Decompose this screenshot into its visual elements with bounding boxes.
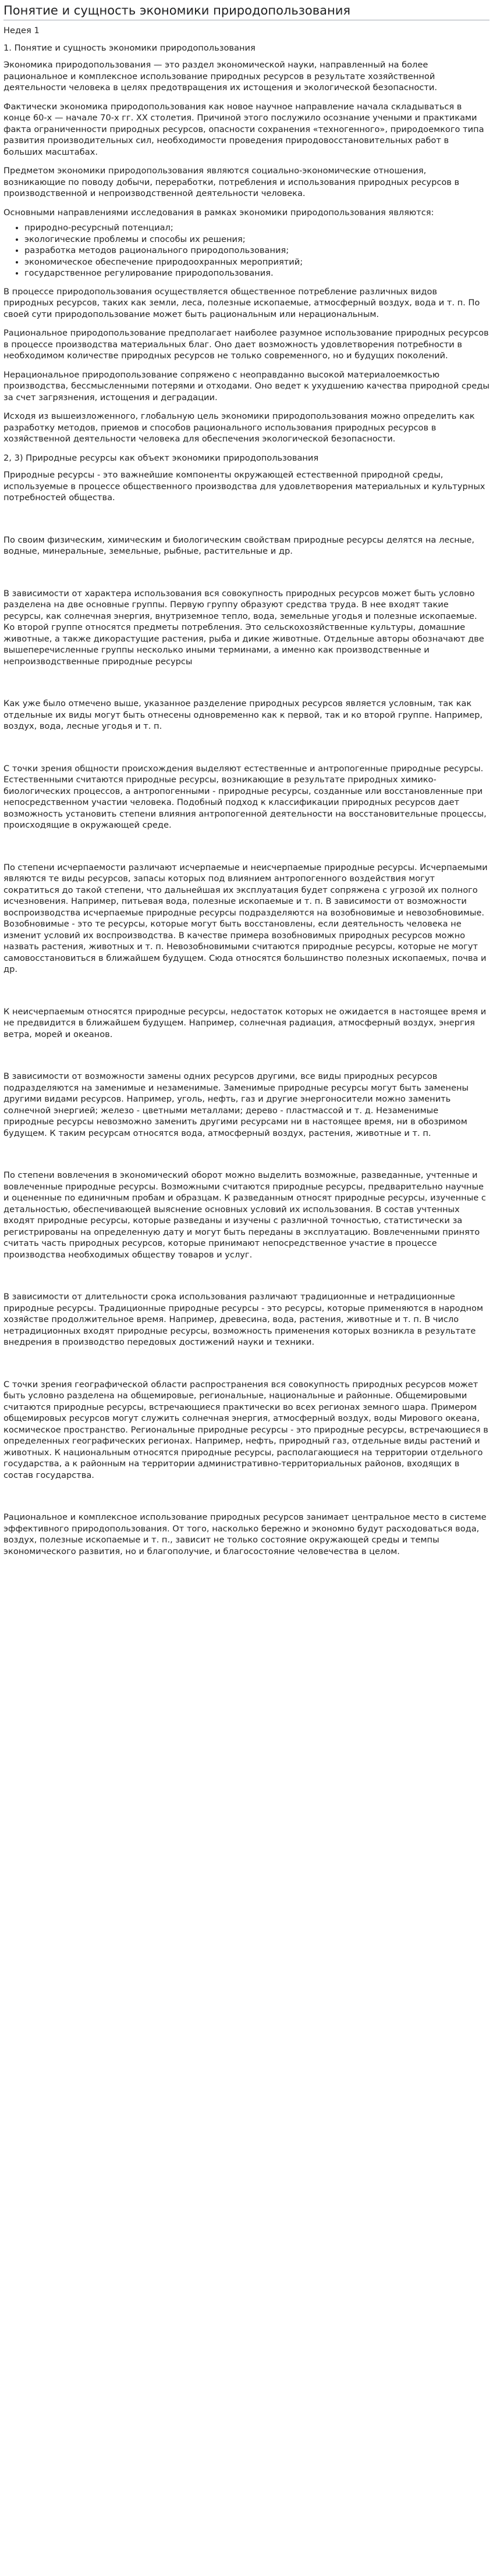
blank-space — [3, 1488, 490, 1512]
paragraph: Рациональное природопользование предполагает наиболее разумное использование природных ресурсов в процессе производства материальных благ. Оно дает возможность удовлетворения потребности в необходимом количестве природных ресурсов не только современного, но и будущих поколений. — [3, 328, 489, 361]
paragraph: Предметом экономики природопользования являются социально-экономические отношения, возникающие по поводу добычи, переработки, потребления и использования природных ресурсов в производственной и непроизводственной деятельности человека. — [3, 166, 460, 198]
list-item: • экологические проблемы и способы их решения; — [24, 234, 490, 245]
paragraph: С точки зрения географической области распространения вся совокупность природных ресурсов может быть условно разделена на общемировые, региональные, национальные и районные. Общемировыми считаются природные ресурсы, встречающиеся практически во всех регионах земного шара. Примером общемировых ресурсов могут служить солнечная энергия, атмосферный воздух, воды Мирового океана, космическое пространство. Региональные природные ресурсы - это природные ресурсы, встречающиеся в определенных географических регионах. Например, нефть, природный газ, отдельные виды растений и животных. К национальным относятся природные ресурсы, располагающиеся на территории отдельного государства, а к районным на территории административно-территориальных районов, входящих в состав государства. — [3, 1379, 488, 1480]
paragraph: Рациональное и комплексное использование природных ресурсов занимает центральное место в системе эффективного природопользования. От того, насколько бережно и экономно будут расходоваться вода, воздух, полезные ископаемые и т. п., зависит не только состояние окружающей среды и темпы экономического развития, но и благополучие, и благосостояние человечества в целом. — [3, 1512, 487, 1556]
blank-space — [3, 511, 490, 535]
paragraph: В зависимости от возможности замены одних ресурсов другими, все виды природных ресурсов подразделяются на заменимые и незаменимые. Заменимые природные ресурсы могут быть заменены другими видами ресурсов. Например, уголь, нефть, газ и другие энергоносители можно заменить солнечной энергией; железо - цветными металлами; дерево - пластмассой и т. д. Незаменимые природные ресурсы невозможно заменить другими ресурсами ни в настоящее время, ни в обозримом будущем. К таким ресурсам относятся вода, атмосферный воздух, растения, животные и т. п. — [3, 1071, 469, 1138]
list-item: • природно-ресурсный потенциал; — [24, 222, 490, 234]
blank-space — [3, 565, 490, 588]
section-heading-2: 2, 3) Природные ресурсы как объект экономики природопользования — [3, 453, 319, 463]
paragraph: Основными направлениями исследования в рамках экономики природопользования являются: — [3, 207, 434, 218]
week-label: Недея 1 — [3, 26, 40, 35]
paragraph: По степени исчерпаемости различают исчерпаемые и неисчерпаемые природные ресурсы. Исчерпаемыми являются те виды ресурсов, запасы которых под влиянием антропогенного воздействия могут сократиться до такой степени, что дальнейшая их эксплуатация будет сопряжена с угрозой их полного исчезновения. Например, питьевая вода, полезные ископаемые и т. п. В зависимости от возможности воспроизводства исчерпаемые природные ресурсы подразделяются на возобновимые и невозобновимые. Возобновимые - это те ресурсы, которые могут быть восстановлены, если деятельность человека не изменит условий их воспроизводства. В качестве примера возобновимых природных ресурсов можно назвать растения, животных и т. п. Невозобновимыми считаются природные ресурсы, которые не могут самовосстановиться в ближайшем будущем. Сюда относятся большинство полезных ископаемых, почва и др. — [3, 862, 488, 974]
list-item: • государственное регулирование природопользования. — [24, 268, 490, 279]
paragraph: В зависимости от длительности срока использования различают традиционные и нетрадиционные природные ресурсы. Традиционные природные ресурсы - это ресурсы, которые применяются в народном хозяйстве продолжительное время. Например, древесина, вода, растения, животные и т. п. В число нетрадиционных входят природные ресурсы, возможность применения которых возникла в результате внедрения в производство передовых достижений науки и техники. — [3, 1292, 483, 1347]
paragraph: Экономика природопользования — это раздел экономической науки, направленный на более рациональное и комплексное использование природных ресурсов в результате хозяйственной деятельности человека в целях предотвращения их истощения и экологической безопасности. — [3, 60, 437, 92]
blank-space — [3, 1047, 490, 1071]
paragraph: С точки зрения общности происхождения выделяют естественные и антропогенные природные ресурсы. Естественными считаются природные ресурсы, возникающие в результате природных химико-биологических процессов, а антропогенными - природные ресурсы, созданные или восстановленные при непосредственном участии человека. Подобный подход к классификации природных ресурсов дает возможность установить степени влияния антропогенной деятельности на восстановительные процессы, происходящие в окружающей среде. — [3, 763, 487, 830]
section-heading-1: 1. Понятие и сущность экономики природопользования — [3, 42, 256, 53]
paragraph: Природные ресурсы - это важнейшие компоненты окружающей естественной природной среды, используемые в процессе общественного производства для удовлетворения материальных и культурных потребностей общества. — [3, 470, 485, 503]
paragraph: Исходя из вышеизложенного, глобальную цель экономики природопользования можно определить как разработку методов, приемов и способов рационального использования природных ресурсов в хозяйственной деятельности человека для обеспечения экологической безопасности. — [3, 411, 475, 444]
research-directions-list — [3, 222, 490, 279]
paragraph: Фактически экономика природопользования как новое научное направление начала складываться в конце 60-х — начале 70-х гг. XX столетия. Причиной этого послужило осознание учеными и практиками факта ограниченности природных ресурсов, опасности сохранения «техногенного», природоемкого типа развития производительных сил, необходимости проведения природовосстановительных работ в больших масштабах. — [3, 101, 484, 157]
list-item: • разработка методов рационального природопользования; — [24, 245, 490, 256]
blank-space — [3, 740, 490, 763]
paragraph: Нерациональное природопользование сопряжено с неоправданно высокой материалоемкостью производства, бессмысленными потерями и отходами. Оно ведет к ухудшению качества природной среды за счет загрязнения, истощения и деградации. — [3, 369, 490, 402]
paragraph: В процессе природопользования осуществляется общественное потребление различных видов природных ресурсов, таких как земли, леса, полезные ископаемые, атмосферный воздух, вода и т. п. По своей сути природопользование может быть рациональным или нерациональным. — [3, 286, 480, 319]
paragraph: По своим физическим, химическим и биологическим свойствам природные ресурсы делятся на лесные, водные, минеральные, земельные, рыбные, растительные и др. — [3, 535, 474, 556]
paragraph: В зависимости от характера использования вся совокупность природных ресурсов может быть условно разделена на две основные группы. Первую группу образуют средства труда. В нее входят такие ресурсы, как солнечная энергия, внутриземное тепло, вода, земельные угодья и полезные ископаемые. Ко второй группе относятся предметы потребления. Это сельскохозяйственные культуры, домашние животные, а также дикорастущие растения, рыба и дикие животные. Отдельные авторы обозначают две вышеперечисленные группы несколько иными терминами, а именно как производственные и непроизводственные природные ресурсы — [3, 588, 484, 667]
page-title: Понятие и сущность экономики природопользования — [3, 3, 490, 20]
blank-space — [3, 675, 490, 698]
paragraph: К неисчерпаемым относятся природные ресурсы, недостаток которых не ожидается в настоящее время и не предвидится в ближайшем будущем. Например, солнечная радиация, атмосферный воздух, энергия ветра, морей и океанов. — [3, 1006, 487, 1039]
blank-space — [3, 1268, 490, 1291]
blank-space — [3, 1356, 490, 1379]
blank-space — [3, 983, 490, 1006]
blank-space — [3, 839, 490, 862]
blank-space — [3, 1146, 490, 1170]
paragraph: Как уже было отмечено выше, указанное разделение природных ресурсов является условным, так как отдельные их виды могут быть отнесены одновременно как к первой, так и ко второй группе. Например, воздух, вода, лесные угодья и т. п. — [3, 699, 483, 731]
paragraph: По степени вовлечения в экономический оборот можно выделить возможные, разведанные, учтенные и вовлеченные природные ресурсы. Возможными считаются природные ресурсы, предварительно научные и оцененные по единичным пробам и образцам. К разведанным относят природные ресурсы, изученные с детальностью, обеспечивающей выяснение основных условий их использования. В состав учтенных входят природные ресурсы, которые разведаны и изучены с различной точностью, статистически за регистрированы на определенную дату и могут быть переданы в эксплуатацию. Вовлеченными принято считать часть природных ресурсов, которые принимают непосредственное участие в процессе производства необходимых обществу товаров и услуг. — [3, 1170, 486, 1260]
list-item: • экономическое обеспечение природоохранных мероприятий; — [24, 256, 490, 268]
